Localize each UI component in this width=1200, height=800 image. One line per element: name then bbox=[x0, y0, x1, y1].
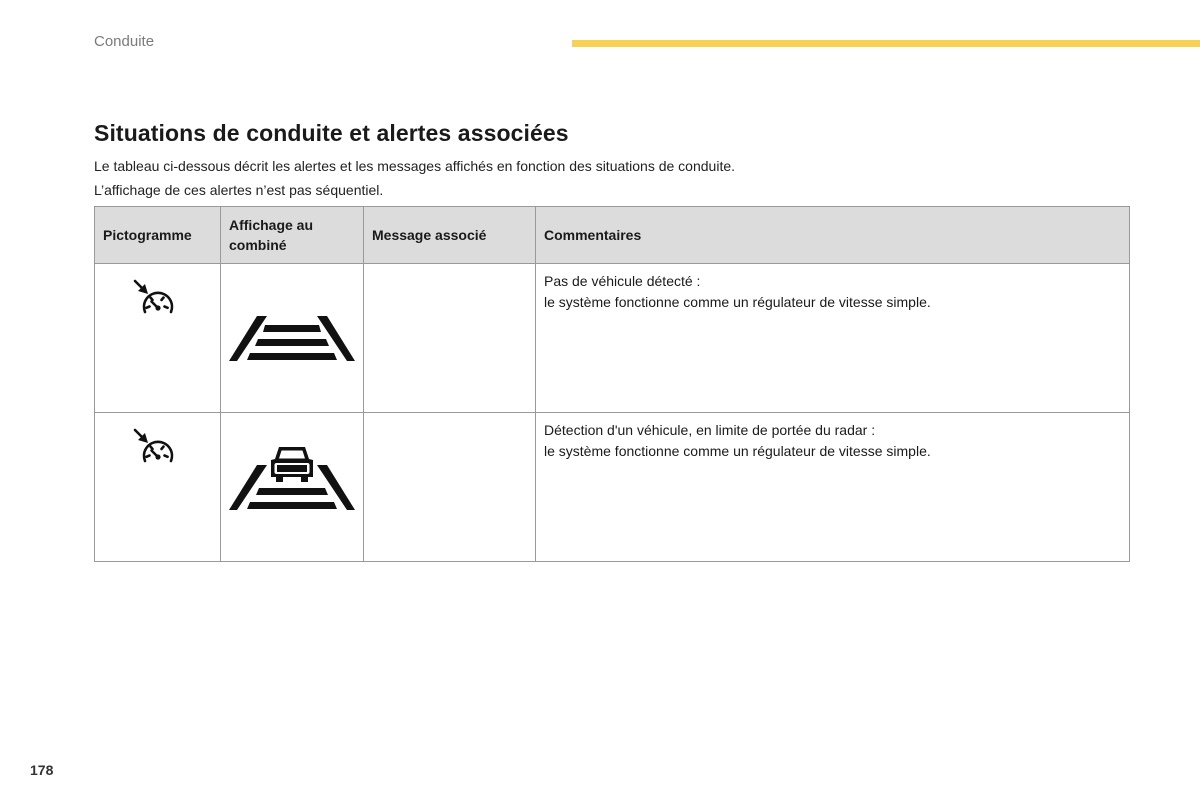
message-cell bbox=[364, 413, 536, 562]
road-lanes-vehicle-icon bbox=[227, 421, 357, 517]
pictogram-cell bbox=[95, 264, 221, 413]
header-accent-bar bbox=[572, 40, 1200, 47]
column-header-commentaires: Commentaires bbox=[536, 207, 1130, 264]
table-row bbox=[95, 413, 1130, 562]
comment-line: le système fonctionne comme un régulateur de vitesse simple. bbox=[544, 443, 931, 459]
intro-line: L’affichage de ces alertes n’est pas séquentiel. bbox=[94, 182, 384, 198]
road-lanes-icon bbox=[227, 272, 357, 368]
section-label: Conduite bbox=[94, 33, 155, 50]
intro-text bbox=[94, 154, 735, 202]
message-cell bbox=[364, 264, 536, 413]
adaptive-cruise-speedometer-icon bbox=[129, 426, 185, 474]
adaptive-cruise-speedometer-icon bbox=[129, 277, 185, 325]
column-header-pictogramme: Pictogramme bbox=[95, 207, 221, 264]
comment-cell bbox=[536, 413, 1130, 562]
table-header-row bbox=[95, 207, 1130, 264]
page-number: 178 bbox=[30, 762, 54, 778]
comment-line: Pas de véhicule détecté : bbox=[544, 273, 701, 289]
comment-line: Détection d'un véhicule, en limite de portée du radar : bbox=[544, 422, 876, 438]
pictogram-cell bbox=[95, 413, 221, 562]
display-cell bbox=[221, 413, 364, 562]
intro-line: Le tableau ci-dessous décrit les alertes et les messages affichés en fonction des situations de conduite. bbox=[94, 158, 736, 174]
page-title: Situations de conduite et alertes associées bbox=[94, 120, 569, 146]
display-cell bbox=[221, 264, 364, 413]
table-row bbox=[95, 264, 1130, 413]
comment-line: le système fonctionne comme un régulateur de vitesse simple. bbox=[544, 294, 931, 310]
column-header-message: Message associé bbox=[364, 207, 536, 264]
comment-cell bbox=[536, 264, 1130, 413]
column-header-affichage: Affichage au combiné bbox=[221, 207, 364, 264]
alerts-table bbox=[94, 206, 1130, 562]
